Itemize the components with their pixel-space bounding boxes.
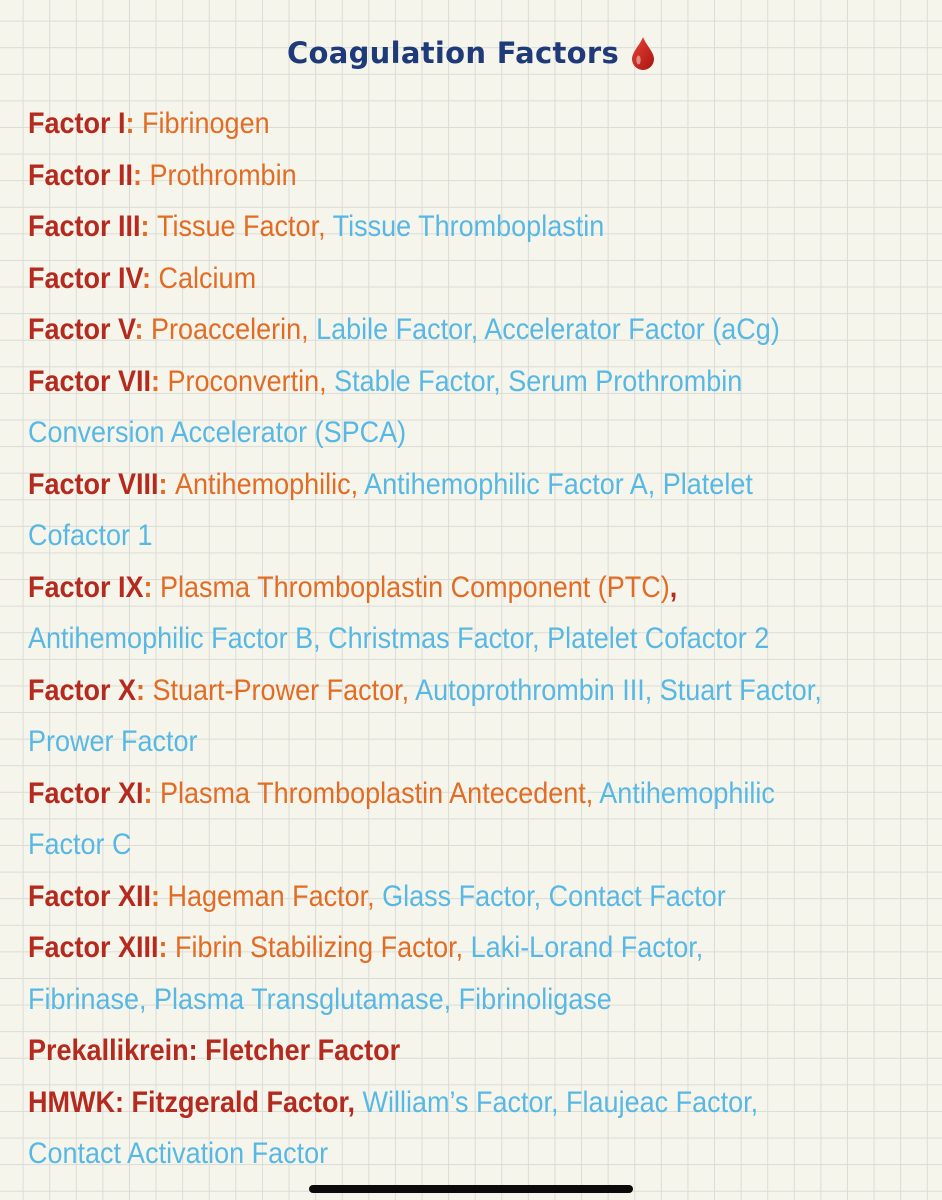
name-separator: , <box>350 467 365 501</box>
factor-entry <box>28 459 829 562</box>
factor-label: Factor XI <box>28 776 144 810</box>
factor-label: Factor V <box>28 313 135 346</box>
label-separator: : <box>151 879 168 913</box>
label-separator: : <box>142 261 159 295</box>
name-separator: , <box>301 313 317 346</box>
synonyms: Labile Factor, Accelerator Factor (aCg) <box>316 313 780 346</box>
synonyms: Antihemophilic Factor C <box>28 776 775 861</box>
header <box>0 28 942 78</box>
synonyms: William’s Factor, Flaujeac Factor, Contact Activation Factor <box>28 1085 759 1170</box>
factor-label: Factor VIII <box>28 467 159 501</box>
factor-entry <box>28 150 829 202</box>
primary-name: Plasma Thromboplastin Antecedent <box>160 776 586 810</box>
factor-label: Factor II <box>28 158 134 192</box>
label-separator: : <box>125 107 143 140</box>
label-separator: : <box>140 210 158 243</box>
factor-label: Factor XII <box>28 879 152 913</box>
home-indicator[interactable] <box>309 1185 633 1193</box>
factor-entry <box>28 304 829 356</box>
primary-name: Proaccelerin <box>151 313 302 346</box>
primary-name: Fitzgerald Factor <box>131 1085 348 1119</box>
label-separator: : <box>158 931 176 964</box>
primary-name: Prothrombin <box>149 158 297 192</box>
factor-entry <box>28 871 829 923</box>
factor-entry <box>28 253 829 305</box>
primary-name: Tissue Factor <box>157 210 319 243</box>
name-separator: , <box>347 1085 363 1119</box>
primary-name: Antihemophilic <box>175 467 351 501</box>
synonyms: Autoprothrombin III, Stuart Factor, Prower Factor <box>28 673 822 758</box>
primary-name: Hageman Factor <box>167 879 368 913</box>
primary-name: Calcium <box>158 261 257 295</box>
factor-label: Factor IX <box>28 570 144 604</box>
label-separator: : <box>143 776 161 810</box>
factor-label: Factor X <box>28 673 137 707</box>
primary-name: Stuart-Prower Factor <box>152 673 402 707</box>
label-separator: : <box>133 158 150 192</box>
label-separator: : <box>114 1085 132 1119</box>
factor-list <box>28 98 829 1180</box>
factor-entry <box>28 922 829 1025</box>
synonyms: Tissue Thromboplastin <box>332 210 605 243</box>
name-separator: , <box>319 364 335 398</box>
factor-label: Factor XIII <box>28 931 159 964</box>
label-separator: : <box>158 467 176 501</box>
factor-entry <box>28 665 829 768</box>
factor-label: Factor I <box>28 107 126 140</box>
name-separator: , <box>669 570 685 604</box>
primary-name: Fibrinogen <box>142 107 270 140</box>
label-separator: : <box>143 570 161 604</box>
label-separator: : <box>134 313 152 346</box>
factor-entry <box>28 1025 829 1077</box>
factor-entry <box>28 201 829 253</box>
page-title: Coagulation Factors <box>286 36 620 70</box>
factor-label: Factor III <box>28 210 141 243</box>
factor-label: Prekallikrein <box>28 1034 189 1067</box>
factor-entry <box>28 98 829 150</box>
factor-label: Factor VII <box>28 364 152 398</box>
primary-name: Plasma Thromboplastin Component (PTC) <box>160 570 670 604</box>
primary-name: Proconvertin <box>167 364 320 398</box>
factor-label: HMWK <box>28 1085 115 1119</box>
name-separator: , <box>367 879 383 913</box>
synonyms: Laki-Lorand Factor, Fibrinase, Plasma Transglutamase, Fibrinoligase <box>28 931 704 1016</box>
synonyms: Antihemophilic Factor A, Platelet Cofactor 1 <box>28 467 753 552</box>
primary-name: Fletcher Factor <box>205 1034 401 1067</box>
blood-drop-icon <box>631 36 655 70</box>
factor-entry <box>28 356 829 459</box>
label-separator: : <box>136 673 153 707</box>
factor-label: Factor IV <box>28 261 143 295</box>
synonyms: Stable Factor, Serum Prothrombin Conversion Accelerator (SPCA) <box>28 364 743 449</box>
label-separator: : <box>188 1034 206 1067</box>
name-separator: , <box>401 673 416 707</box>
name-separator: , <box>455 931 471 964</box>
synonyms: Antihemophilic Factor B, Christmas Factor, Platelet Cofactor 2 <box>28 622 770 655</box>
factor-entry <box>28 1077 829 1180</box>
factor-entry <box>28 768 829 871</box>
name-separator: , <box>585 776 600 810</box>
name-separator: , <box>318 210 333 243</box>
factor-entry <box>28 562 829 665</box>
label-separator: : <box>151 364 168 398</box>
primary-name: Fibrin Stabilizing Factor <box>175 931 456 964</box>
synonyms: Glass Factor, Contact Factor <box>382 879 726 913</box>
